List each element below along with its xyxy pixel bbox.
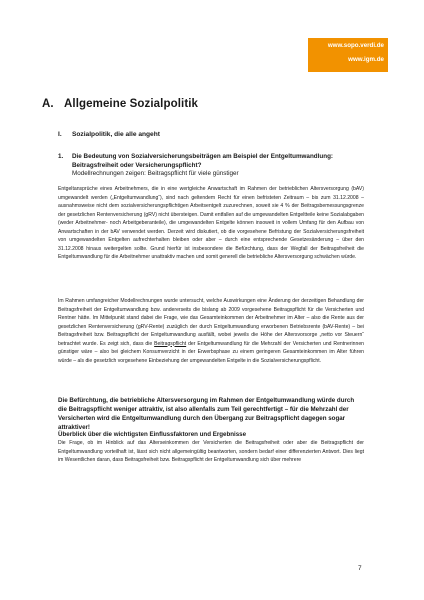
section-heading: [42, 98, 198, 110]
item-description: Modellrechnungen zeigen: Beitragspflicht für viele günstiger: [72, 170, 239, 178]
header-url-igm[interactable]: www.igm.de: [348, 56, 384, 63]
paragraph-2-underlined: Beitragspflicht: [154, 340, 187, 347]
bold-statement: Die Befürchtung, die betriebliche Altersversorgung im Rahmen der Entgeltumwandlung würde durch die Beitragspflicht weniger attraktiv, ist also allenfalls zum Teil gerechtfertigt – für die Mehrzahl der Versicherten wird die Entgeltumwandlung durch den Übergang zur Beitragspflicht dagegen sogar attraktiver!: [58, 397, 355, 431]
subsection-heading: [58, 131, 160, 138]
overview-heading: Überblick über die wichtigsten Einflussfaktoren und Ergebnisse: [58, 431, 247, 438]
paragraph-1: Entgeltansprüche eines Arbeitnehmers, die in eine wertgleiche Anwartschaft im Rahmen der betrieblichen Altersversorgung (bAV) umgewandelt werden („Entgeltumwandlung“), sind nach geltendem Recht für einen befristeten Zeitraum – bis zum 31.12.2008 – ausnahmsweise nicht dem sozialversicherungspflichtigen Arbeitsentgelt zuzurechnen, soweit sie 4 % der Beitragsbemessungsgrenze der gesetzlichen Rentenversicherung (gRV) nicht übersteigen. Damit entfallen auf die umgewandelten Entgeltteile keine Sozialabgaben (weder Arbeitnehmer- noch Arbeitgeberanteile), die umgewandelten Entgelte können insoweit in vollem Umfang für den Aufbau von Anwartschaften in der bAV verwendet werden. Derzeit wird diskutiert, ob die vorgesehene Befristung der Sozialversicherungsfreiheit von umgewandelten Entgelten aufrechterhalten bleiben oder aber – durch eine entsprechende Gesetzesänderung – über den 31.12.2008 hinaus weitergelten sollte. Grund hierfür ist insbesondere die Befürchtung, dass der Wegfall der Beitragsfreiheit die Entgeltumwandlung für die Arbeitnehmer unattraktiv machen und somit generell die betriebliche Altersversorgung schwächen würde.: [58, 186, 364, 260]
item-title: Die Bedeutung von Sozialversicherungsbeiträgen am Beispiel der Entgeltumwandlung: Beitragsfreiheit oder Versicherungspflicht?: [72, 153, 334, 169]
paragraph-2-text-b: der Entgeltumwandlung für die Mehrzahl der Versicherten und Rentnerinnen günstiger wäre – also bei gleichem Konsumverzicht in der Erwerbsphase zu einem geringeren Gesamteinkommen im Alter führen würde – als die gesetzlich vorgesehene Einbeziehung der umgewandelten Entgelte in die Sozialversicherungspflicht.: [58, 340, 364, 364]
section-number: A.: [42, 98, 54, 110]
paragraph-2-text-a: Im Rahmen umfangreicher Modellrechnungen wurde untersucht, welche Auswirkungen eine Änderung der derzeitigen Behandlung der Beitragsfreiheit der Entgeltumwandlung bzw. andererseits die bislang ab 2009 vorgesehene Beitragspflicht für die Versicherten und Rentner hätte. Im Mittelpunkt stand dabei die Frage, wie das Gesamteinkommen der Arbeitnehmer im Alter – also die Rente aus der gesetzlichen Rentenversicherung (gRV-Rente) zuzüglich der durch Entgeltumwandlung erworbenen Betriebsrente (bAV-Rente) – bei Beitragsfreiheit bzw. Beitragspflicht der Entgeltumwandlung ausfällt, wobei jeweils die Höhe der Altersvorsorge „netto vor Steuern“ betrachtet wurde. Es zeigt sich, dass die: [58, 298, 364, 347]
item-number: 1.: [58, 153, 64, 160]
header-url-sopo[interactable]: www.sopo.verdi.de: [327, 42, 384, 49]
paragraph-2: [58, 297, 364, 365]
page-number: 7: [358, 565, 362, 572]
paragraph-4: Die Frage, ob im Hinblick auf das Alterseinkommen der Versicherten die Beitragsfreiheit oder aber die Beitragspflicht der Entgeltumwandlung vorteilhaft ist, lässt sich nicht allgemeingültig beantworten, sondern bedarf einer differenzierten Antwort. Dies liegt im Wesentlichen daran, dass Beitragsfreiheit bzw. Beitragspflicht der Entgeltumwandlung sich über mehrere: [58, 440, 364, 463]
subsection-title: Sozialpolitik, die alle angeht: [72, 131, 160, 138]
subsection-number: I.: [58, 131, 62, 138]
section-title: Allgemeine Sozialpolitik: [64, 98, 199, 110]
item-heading: [58, 153, 348, 179]
